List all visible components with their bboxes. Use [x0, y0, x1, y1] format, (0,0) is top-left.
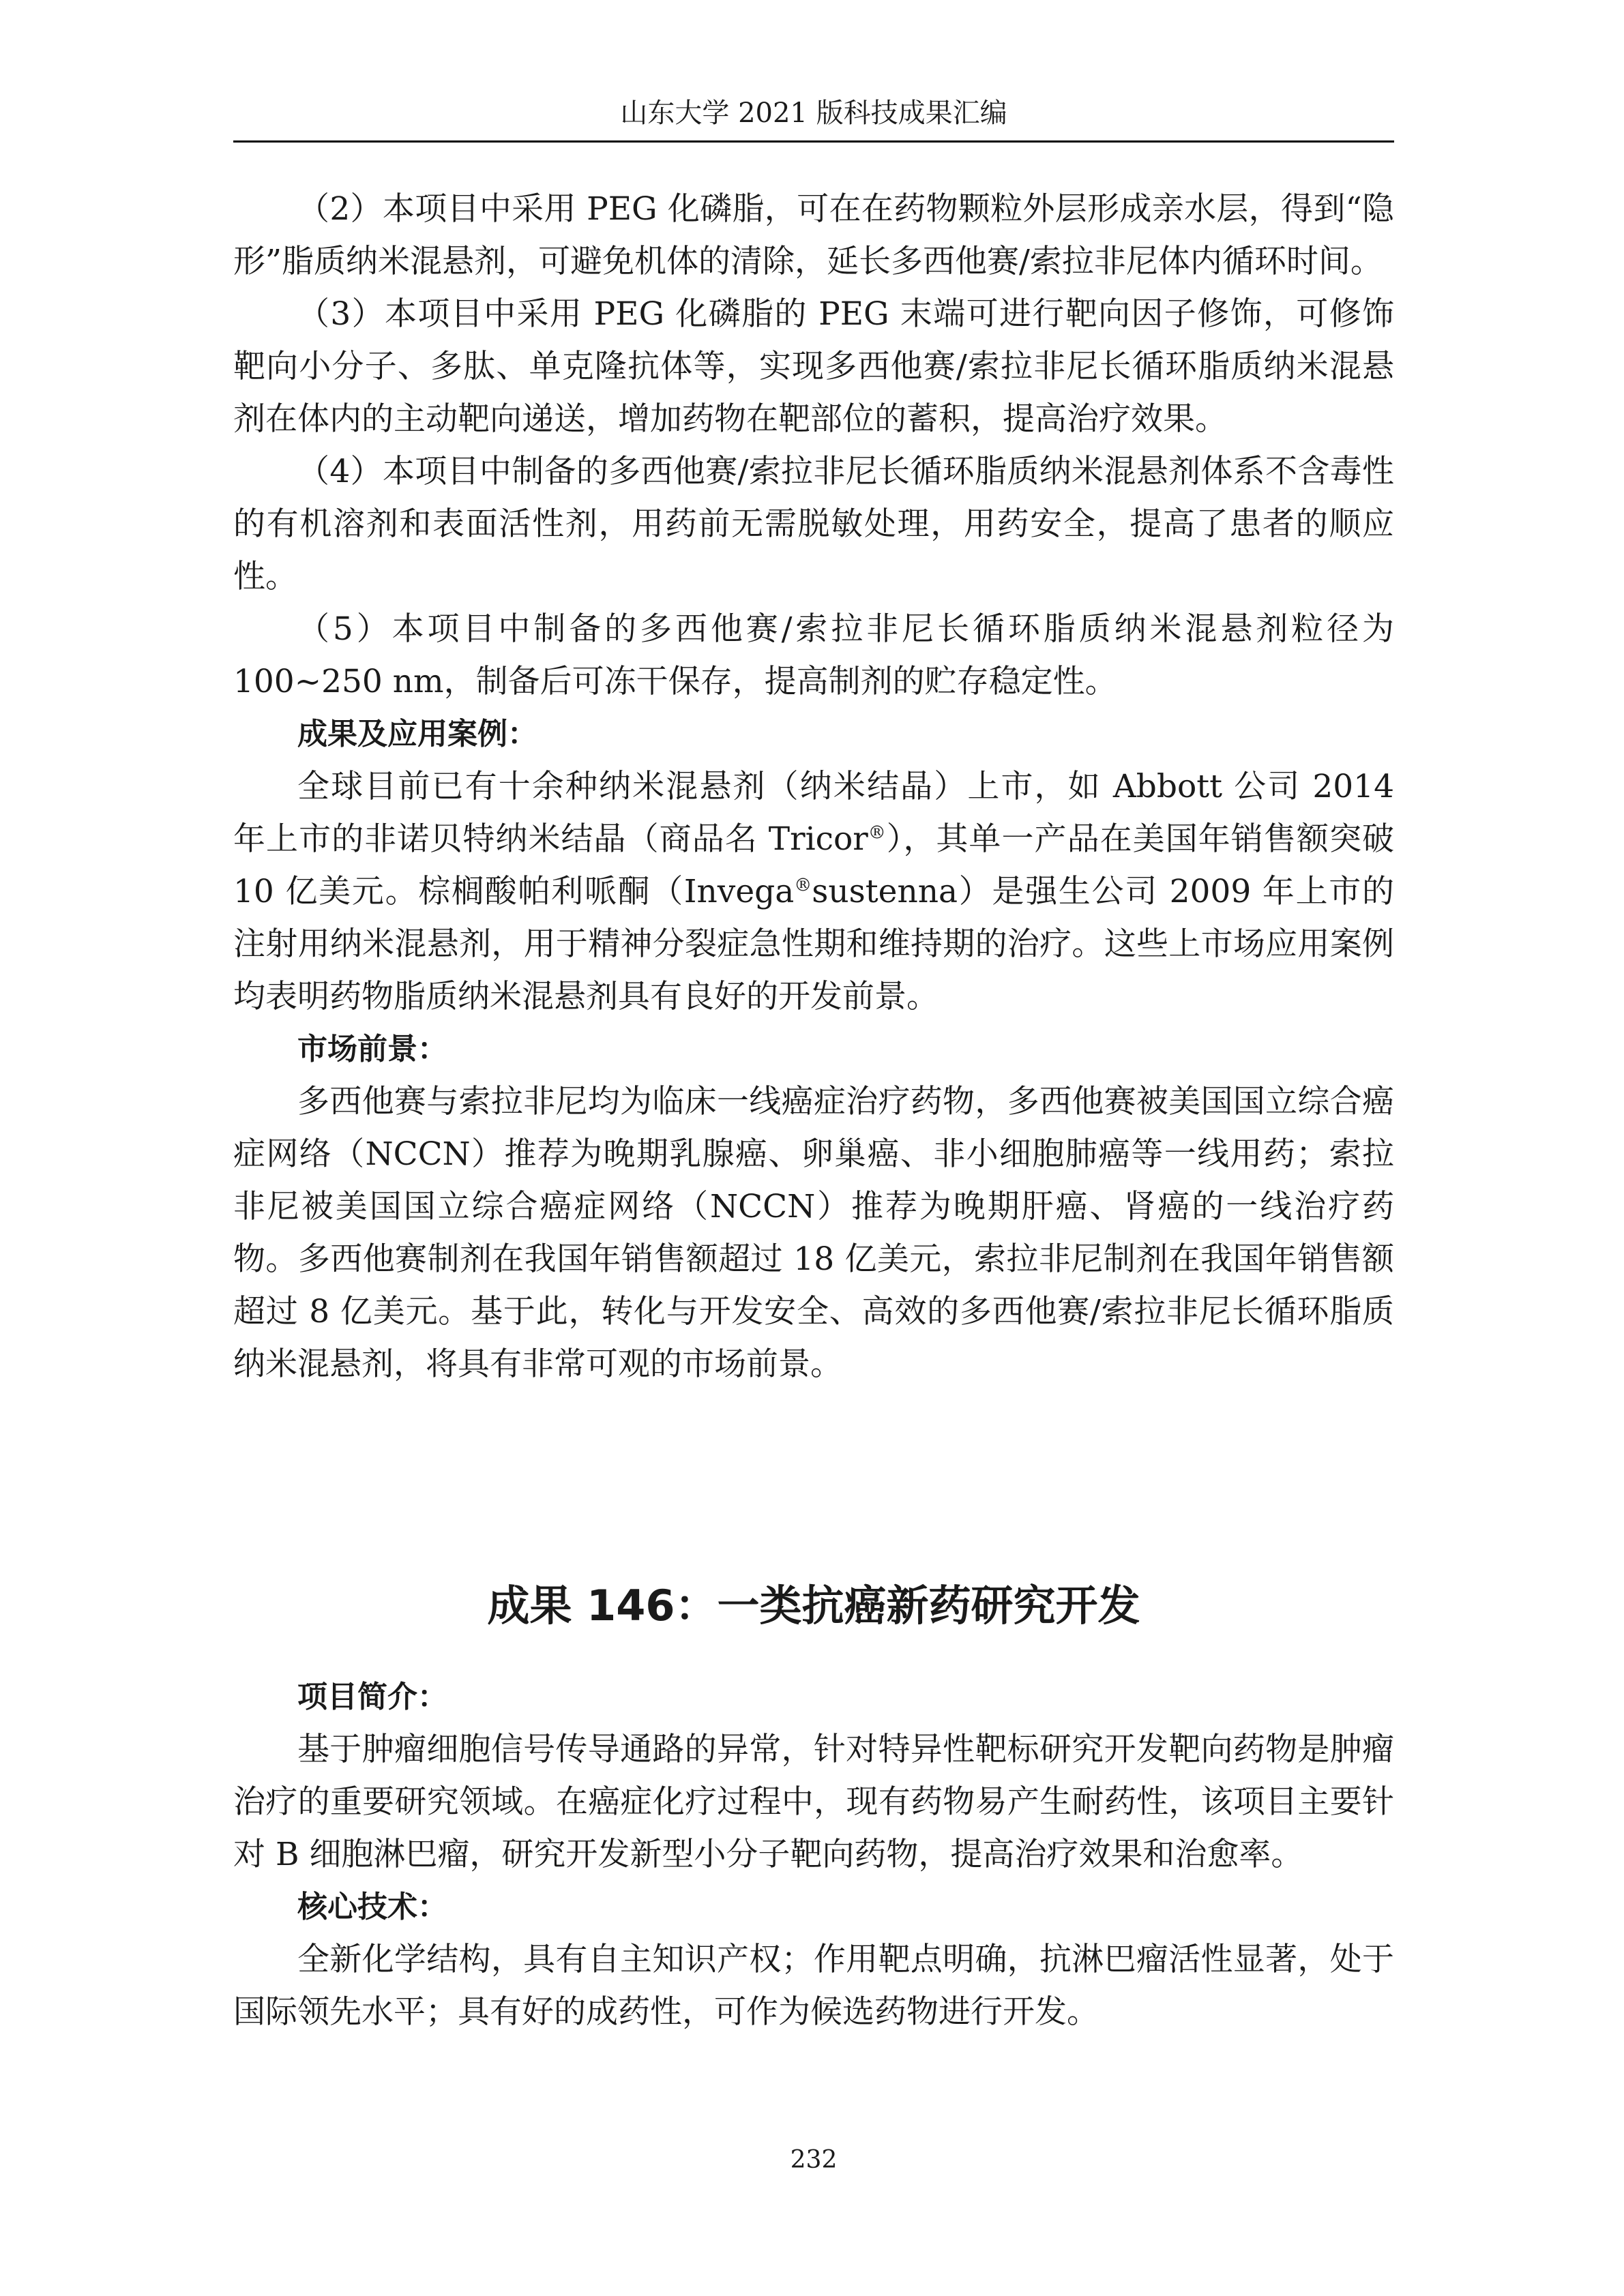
intro-heading: 项目简介： — [297, 1680, 447, 1714]
paragraph-point-3: （3）本项目中采用 PEG 化磷脂的 PEG 末端可进行靶向因子修饰，可修饰靶向小分子、多肽、单克隆抗体等，实现多西他赛/索拉非尼长循环脂质纳米混悬剂在体内的主动靶向递送，增加药物在靶部位的蓄积，提高治疗效果。 — [233, 295, 1394, 438]
cases-text-part-2: ），其单一产品在美国年销售额突破 10 亿美元。棕榈酸帕利哌酮（Invega — [233, 820, 1395, 910]
market-heading: 市场前景： — [297, 1032, 447, 1067]
cases-heading: 成果及应用案例： — [297, 717, 537, 751]
intro-paragraph: 基于肿瘤细胞信号传导通路的异常，针对特异性靶标研究开发靶向药物是肿瘤治疗的重要研究领域。在癌症化疗过程中，现有药物易产生耐药性，该项目主要针对 B 细胞淋巴瘤，研究开发新型小分子靶向药物，提高治疗效果和治愈率。 — [233, 1731, 1394, 1873]
section-title: 成果 146：一类抗癌新药研究开发 — [487, 1581, 1140, 1630]
cases-paragraph — [233, 760, 1394, 1023]
section-146-content — [233, 1671, 1394, 2038]
header-rule — [233, 140, 1394, 143]
paragraph-point-2: （2）本项目中采用 PEG 化磷脂，可在在药物颗粒外层形成亲水层，得到“隐形”脂质纳米混悬剂，可避免机体的清除，延长多西他赛/索拉非尼体内循环时间。 — [233, 190, 1394, 280]
cases-text-part-1: 全球目前已有十余种纳米混悬剂（纳米结晶）上市，如 Abbott 公司 2014 年上市的非诺贝特纳米结晶（商品名 Tricor — [233, 768, 1394, 858]
paragraph-point-4: （4）本项目中制备的多西他赛/索拉非尼长循环脂质纳米混悬剂体系不含毒性的有机溶剂和表面活性剂，用药前无需脱敏处理，用药安全，提高了患者的顺应性。 — [233, 453, 1394, 595]
page-number: 232 — [790, 2146, 838, 2174]
registered-mark: ® — [794, 875, 812, 896]
market-paragraph: 多西他赛与索拉非尼均为临床一线癌症治疗药物，多西他赛被美国国立综合癌症网络（NCCN）推荐为晚期乳腺癌、卵巢癌、非小细胞肺癌等一线用药；索拉非尼被美国国立综合癌症网络（NCCN）推荐为晚期肝癌、肾癌的一线治疗药物。多西他赛制剂在我国年销售额超过 18 亿美元，索拉非尼制剂在我国年销售额超过 8 亿美元。基于此，转化与开发安全、高效的多西他赛/索拉非尼长循环脂质纳米混悬剂，将具有非常可观的市场前景。 — [233, 1083, 1394, 1383]
core-tech-paragraph: 全新化学结构，具有自主知识产权；作用靶点明确，抗淋巴瘤活性显著，处于国际领先水平；具有好的成药性，可作为候选药物进行开发。 — [233, 1941, 1394, 2031]
cases-text-part-3: sustenna）是强生公司 2009 年上市的注射用纳米混悬剂，用于精神分裂症急性期和维持期的治疗。这些上市场应用案例均表明药物脂质纳米混悬剂具有良好的开发前景。 — [233, 873, 1394, 1015]
continued-content — [233, 183, 1394, 1390]
core-tech-heading: 核心技术： — [297, 1890, 447, 1924]
registered-mark: ® — [868, 822, 886, 844]
paragraph-point-5: （5）本项目中制备的多西他赛/索拉非尼长循环脂质纳米混悬剂粒径为100~250 nm，制备后可冻干保存，提高制剂的贮存稳定性。 — [233, 610, 1394, 700]
running-header: 山东大学 2021 版科技成果汇编 — [620, 98, 1007, 129]
